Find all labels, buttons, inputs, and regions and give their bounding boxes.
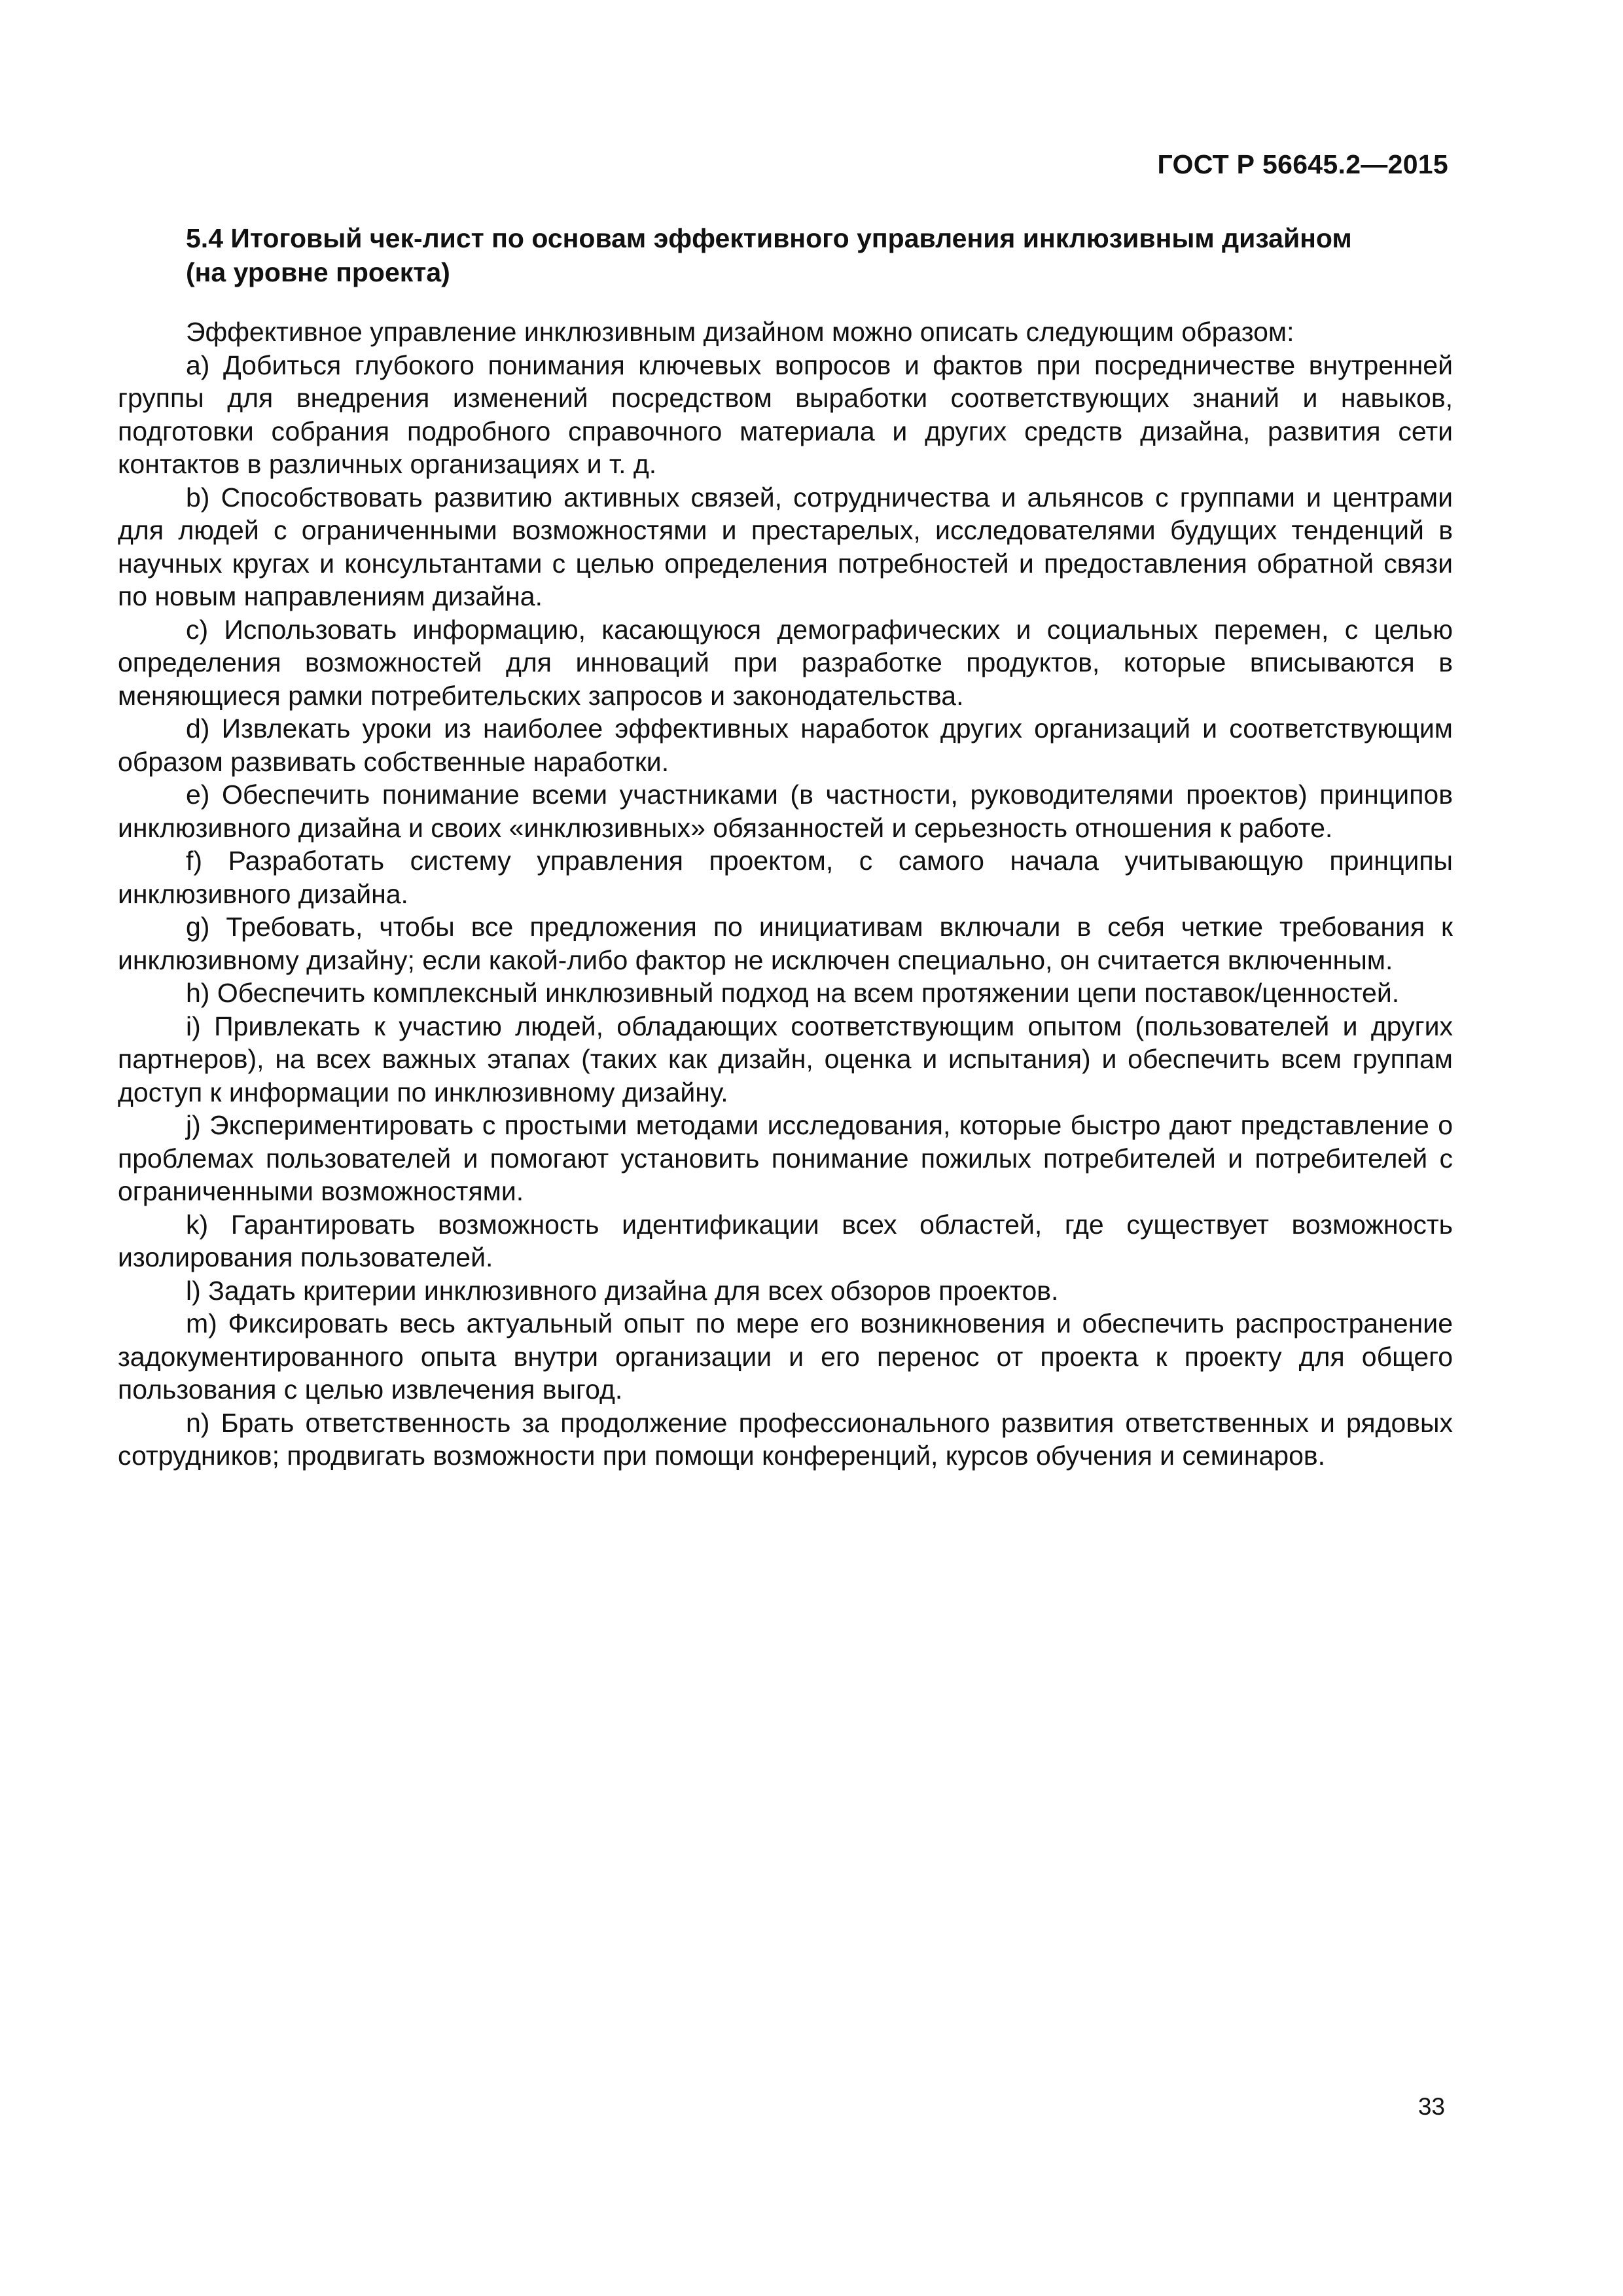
document-id: ГОСТ Р 56645.2—2015 bbox=[1157, 149, 1448, 179]
section-title-line-2: (на уровне проекта) bbox=[186, 257, 450, 287]
list-item-j: j) Экспериментировать с простыми методами исследования, которые быстро дают представление о проблемах пользователей и помогают установить понимание пожилых потребителей и потребителей с ограниченными возможностями. bbox=[118, 1110, 1453, 1206]
list-item-e: e) Обеспечить понимание всеми участниками (в частности, руководителями проектов) принципов инклюзивного дизайна и своих «инклюзивных» обязанностей и серьезность отношения к работе. bbox=[118, 780, 1453, 843]
page-content bbox=[118, 221, 1453, 1473]
list-item-f: f) Разработать систему управления проектом, с самого начала учитывающую принципы инклюзивного дизайна. bbox=[118, 846, 1453, 909]
list-item-l: l) Задать критерии инклюзивного дизайна для всех обзоров проектов. bbox=[186, 1275, 1059, 1306]
list-item-c: c) Использовать информацию, касающуюся демографических и социальных перемен, с целью определения возможностей для инноваций при разработке продуктов, которые вписываются в меняющиеся рамки потребительских запросов и законодательства. bbox=[118, 614, 1453, 711]
page-number: 33 bbox=[1418, 2093, 1445, 2120]
list-item-h: h) Обеспечить комплексный инклюзивный подход на всем протяжении цепи поставок/ценностей. bbox=[186, 978, 1400, 1008]
list-item-m: m) Фиксировать весь актуальный опыт по мере его возникновения и обеспечить распространение задокументированного опыта внутри организации и его перенос от проекта к проекту для общего пользования с целью извлечения выгод. bbox=[118, 1308, 1453, 1405]
list-item-i: i) Привлекать к участию людей, обладающих соответствующим опытом (пользователей и других партнеров), на всех важных этапах (таких как дизайн, оценка и испытания) и обеспечить всем группам доступ к информации по инклюзивному дизайну. bbox=[118, 1011, 1453, 1107]
list-item-d: d) Извлекать уроки из наиболее эффективных наработок других организаций и соответствующим образом развивать собственные наработки. bbox=[118, 713, 1453, 777]
list-item-n: n) Брать ответственность за продолжение профессионального развития ответственных и рядовых сотрудников; продвигать возможности при помощи конференций, курсов обучения и семинаров. bbox=[118, 1407, 1453, 1471]
section-title bbox=[118, 221, 1453, 289]
section-title-line-1: 5.4 Итоговый чек-лист по основам эффективного управления инклюзивным дизайном bbox=[186, 223, 1352, 253]
intro-paragraph: Эффективное управление инклюзивным дизайном можно описать следующим образом: bbox=[186, 317, 1294, 347]
list-item-g: g) Требовать, чтобы все предложения по инициативам включали в себя четкие требования к инклюзивному дизайну; если какой-либо фактор не исключен специально, он считается включенным. bbox=[118, 912, 1453, 975]
list-item-k: k) Гарантировать возможность идентификации всех областей, где существует возможность изолирования пользователей. bbox=[118, 1209, 1453, 1272]
list-item-b: b) Способствовать развитию активных связей, сотрудничества и альянсов с группами и центрами для людей с ограниченными возможностями и престарелых, исследователями будущих тенденций в научных кругах и консультантами с целью определения потребностей и предоставления обратной связи по новым направлениям дизайна. bbox=[118, 482, 1453, 611]
list-item-a: а) Добиться глубокого понимания ключевых вопросов и фактов при посредничестве внутренней группы для внедрения изменений посредством выработки соответствующих знаний и навыков, подготовки собрания подробного справочного материала и других средств дизайна, развития сети контактов в различных организациях и т. д. bbox=[118, 350, 1453, 479]
